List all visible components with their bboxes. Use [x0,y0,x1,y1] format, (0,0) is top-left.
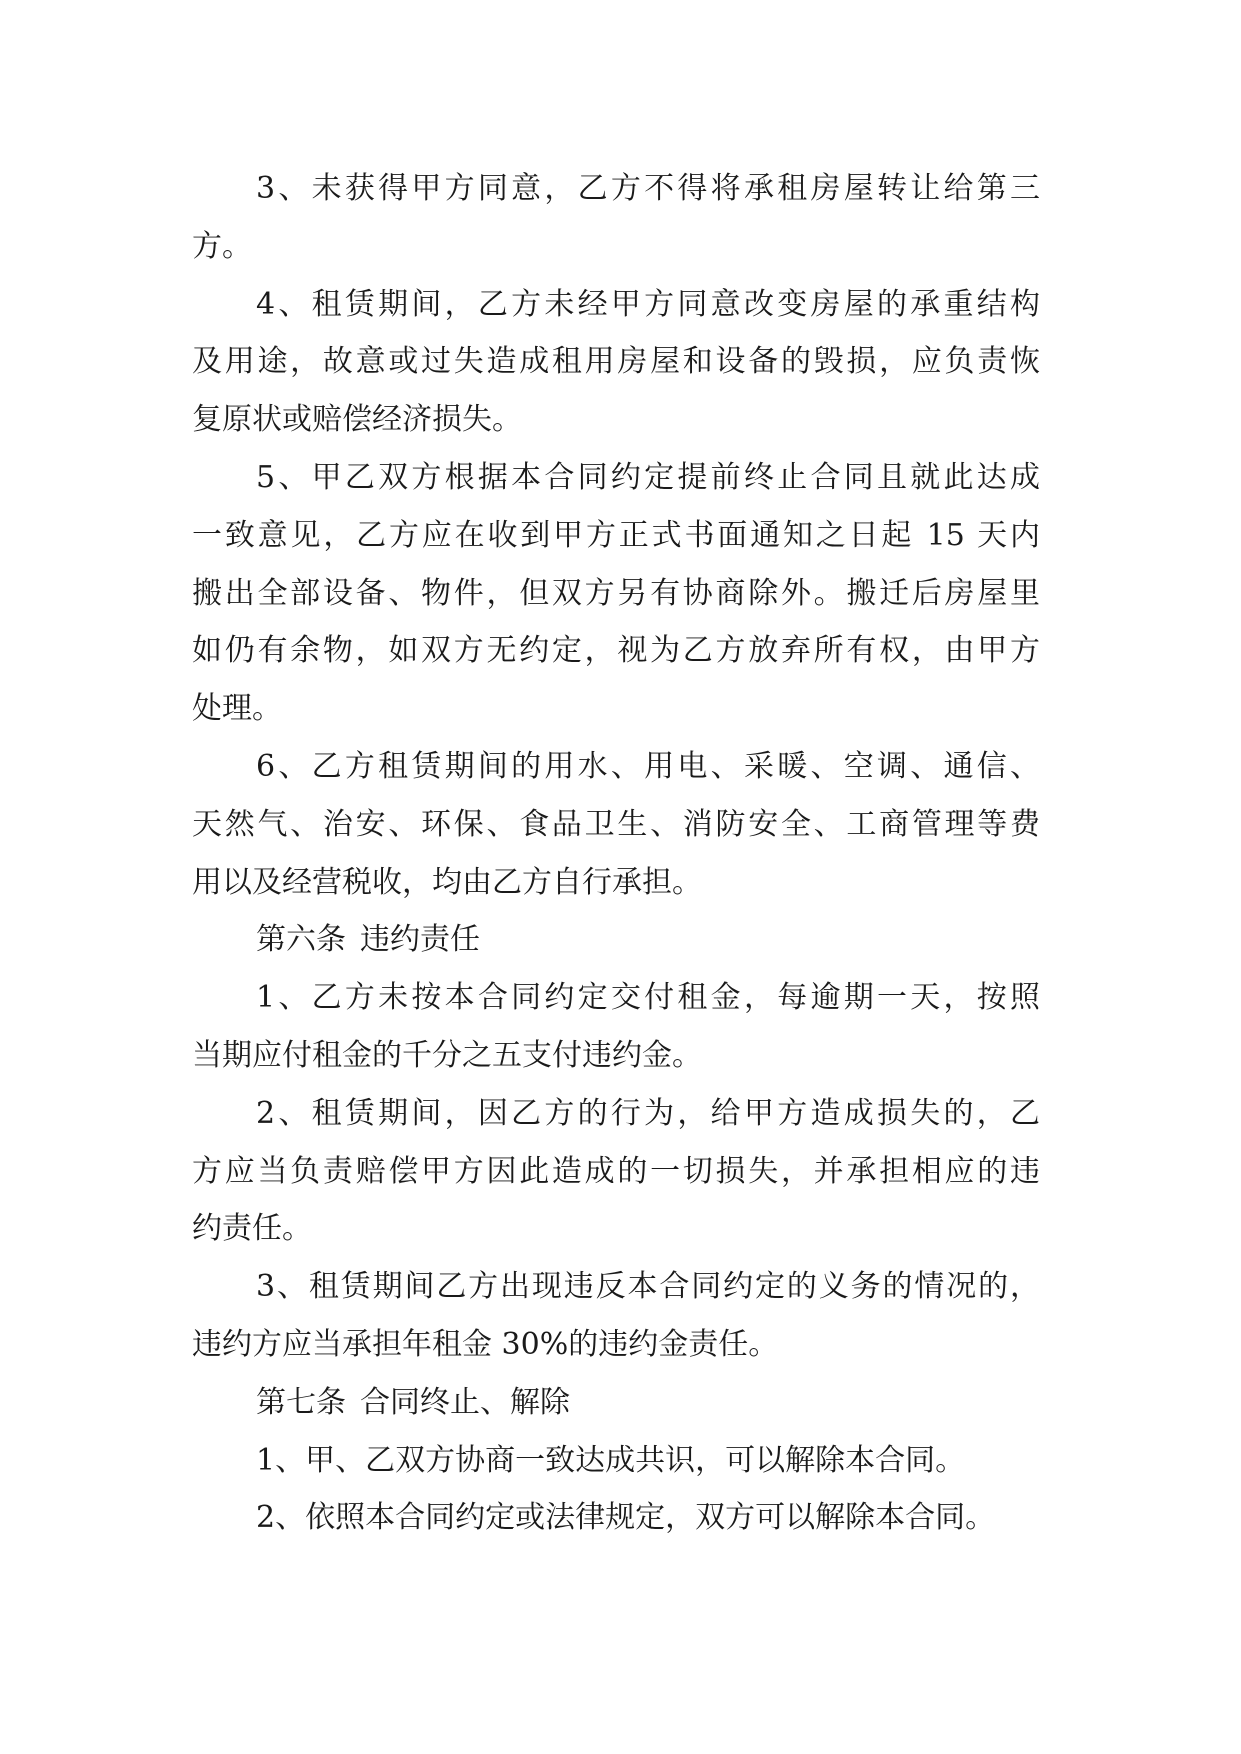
article-7-item-1 [192,1432,1040,1490]
text-line: 6、乙方租赁期间的用水、用电、采暖、空调、通信、 [256,748,1040,784]
clause-item-4 [192,276,1040,449]
text-line: 3、未获得甲方同意，乙方不得将承租房屋转让给第三 [256,171,1040,206]
text-line: 方应当负责赔偿甲方因此造成的一切损失，并承担相应的违 [192,1153,1040,1189]
article-6-item-3 [192,1258,1040,1374]
heading-line [192,911,1040,969]
text-line: 5、甲乙双方根据本合同约定提前终止合同且就此达成 [256,459,1040,495]
section-heading-article-7 [192,1374,1040,1432]
article-6-item-2 [192,1085,1040,1258]
text-line: 方。 [192,228,252,264]
text-line: 用以及经营税收，均由乙方自行承担。 [192,864,702,900]
text-line: 当期应付租金的千分之五支付违约金。 [192,1037,702,1073]
text-line: 违约方应当承担年租金 30%的违约金责任。 [192,1326,779,1362]
text-line: 4、租赁期间，乙方未经甲方同意改变房屋的承重结构 [256,286,1040,322]
article-6-item-1 [192,969,1040,1085]
clause-item-5 [192,449,1040,738]
section-heading-article-6 [192,911,1040,969]
text-line: 复原状或赔偿经济损失。 [192,402,522,438]
clause-item-3 [192,160,1040,276]
text-line: 约责任。 [192,1211,312,1247]
article-title: 合同终止、解除 [360,1384,570,1420]
text-line: 搬出全部设备、物件，但双方另有协商除外。搬迁后房屋里 [192,575,1040,611]
text-line: 1、乙方未按本合同约定交付租金，每逾期一天，按照 [256,980,1040,1016]
text-line: 2、依照本合同约定或法律规定，双方可以解除本合同。 [256,1500,996,1536]
text-line: 天然气、治安、环保、食品卫生、消防安全、工商管理等费 [192,806,1040,842]
text-line: 1、甲、乙双方协商一致达成共识，可以解除本合同。 [256,1442,966,1478]
article-7-item-2 [192,1489,1040,1547]
article-number: 第七条 [256,1384,346,1420]
heading-line [192,1374,1040,1432]
text-line: 处理。 [192,691,282,727]
text-line: 如仍有余物，如双方无约定，视为乙方放弃所有权，由甲方 [192,633,1040,669]
clause-item-6 [192,738,1040,911]
article-title: 违约责任 [360,922,480,958]
article-number: 第六条 [256,922,346,958]
text-line: 2、租赁期间，因乙方的行为，给甲方造成损失的，乙 [256,1095,1040,1131]
document-body [192,160,1040,1547]
text-line: 一致意见，乙方应在收到甲方正式书面通知之日起 15 天内 [192,517,1040,553]
text-line: 及用途，故意或过失造成租用房屋和设备的毁损，应负责恢 [192,344,1040,380]
text-line: 3、租赁期间乙方出现违反本合同约定的义务的情况的， [256,1269,1040,1305]
